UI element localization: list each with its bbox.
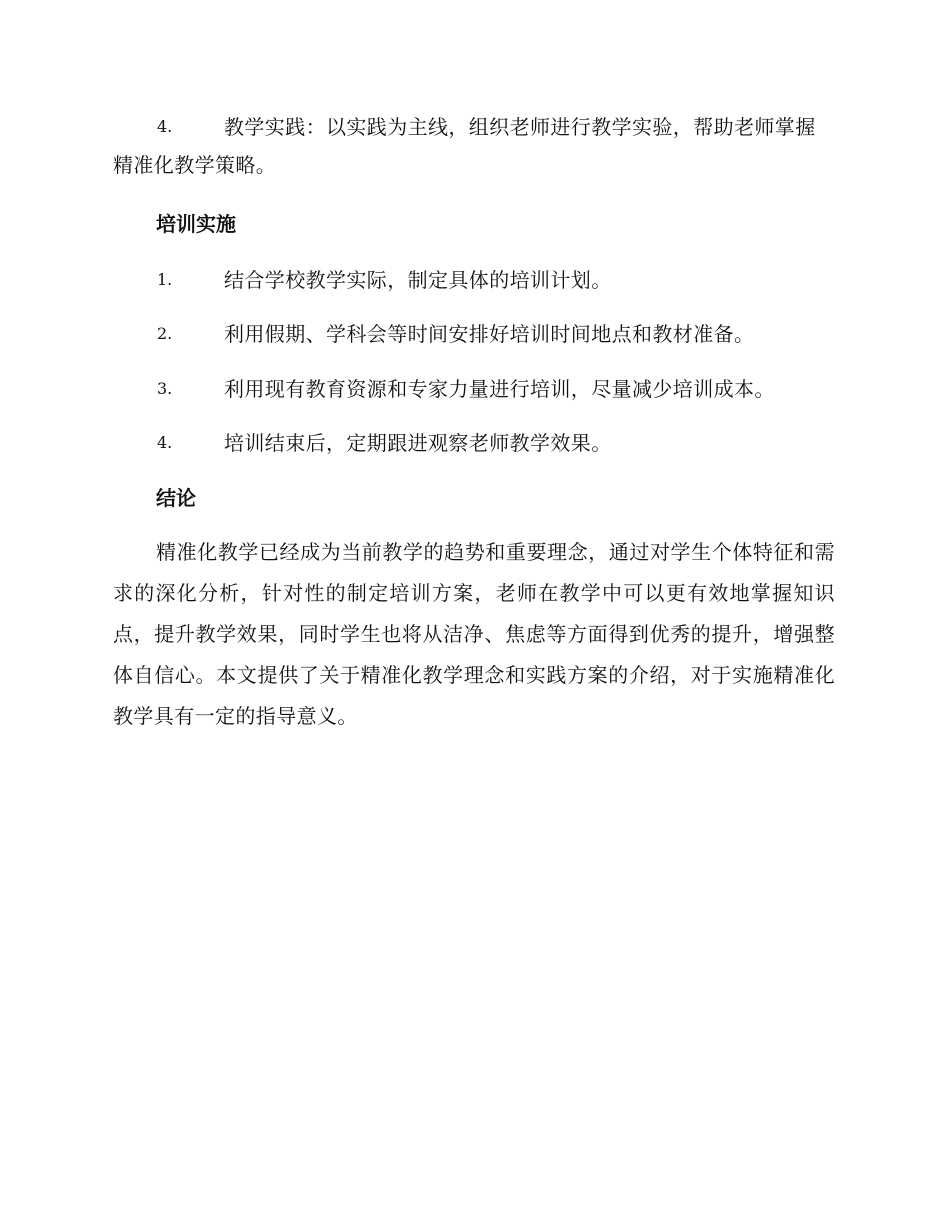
section-heading-training: 培训实施 [156, 212, 236, 236]
section-heading-conclusion: 结论 [156, 486, 196, 510]
list-item-number: 4. [157, 433, 173, 452]
list-item-text: 利用现有教育资源和专家力量进行培训，尽量减少培训成本。 [224, 377, 775, 401]
conclusion-paragraph: 精准化教学已经成为当前教学的趋势和重要理念，通过对学生个体特征和需求的深化分析，针对性的制定培训方案，老师在教学中可以更有效地掌握知识点，提升教学效果，同时学生也将从洁净、焦虑等方面得到优秀的提升，增强整体自信心。本文提供了关于精准化教学理念和实践方案的介绍，对于实施精准化教学具有一定的指导意义。 [113, 540, 835, 728]
list-item-number: 1. [157, 270, 173, 289]
list-item [113, 261, 835, 299]
list-item-number: 2. [157, 324, 173, 343]
list-item-number: 3. [157, 379, 173, 398]
list-item [113, 370, 835, 408]
list-item-number: 4. [157, 117, 173, 136]
list-item [113, 315, 835, 353]
list-item-text: 教学实践：以实践为主线，组织老师进行教学实验，帮助老师掌握精准化教学策略。 [113, 115, 816, 177]
list-item [113, 108, 835, 184]
list-item-text: 利用假期、学科会等时间安排好培训时间地点和教材准备。 [224, 322, 755, 346]
list-item [113, 424, 835, 462]
list-item-text: 培训结束后，定期跟进观察老师教学效果。 [224, 431, 612, 455]
list-item-text: 结合学校教学实际，制定具体的培训计划。 [224, 268, 612, 292]
